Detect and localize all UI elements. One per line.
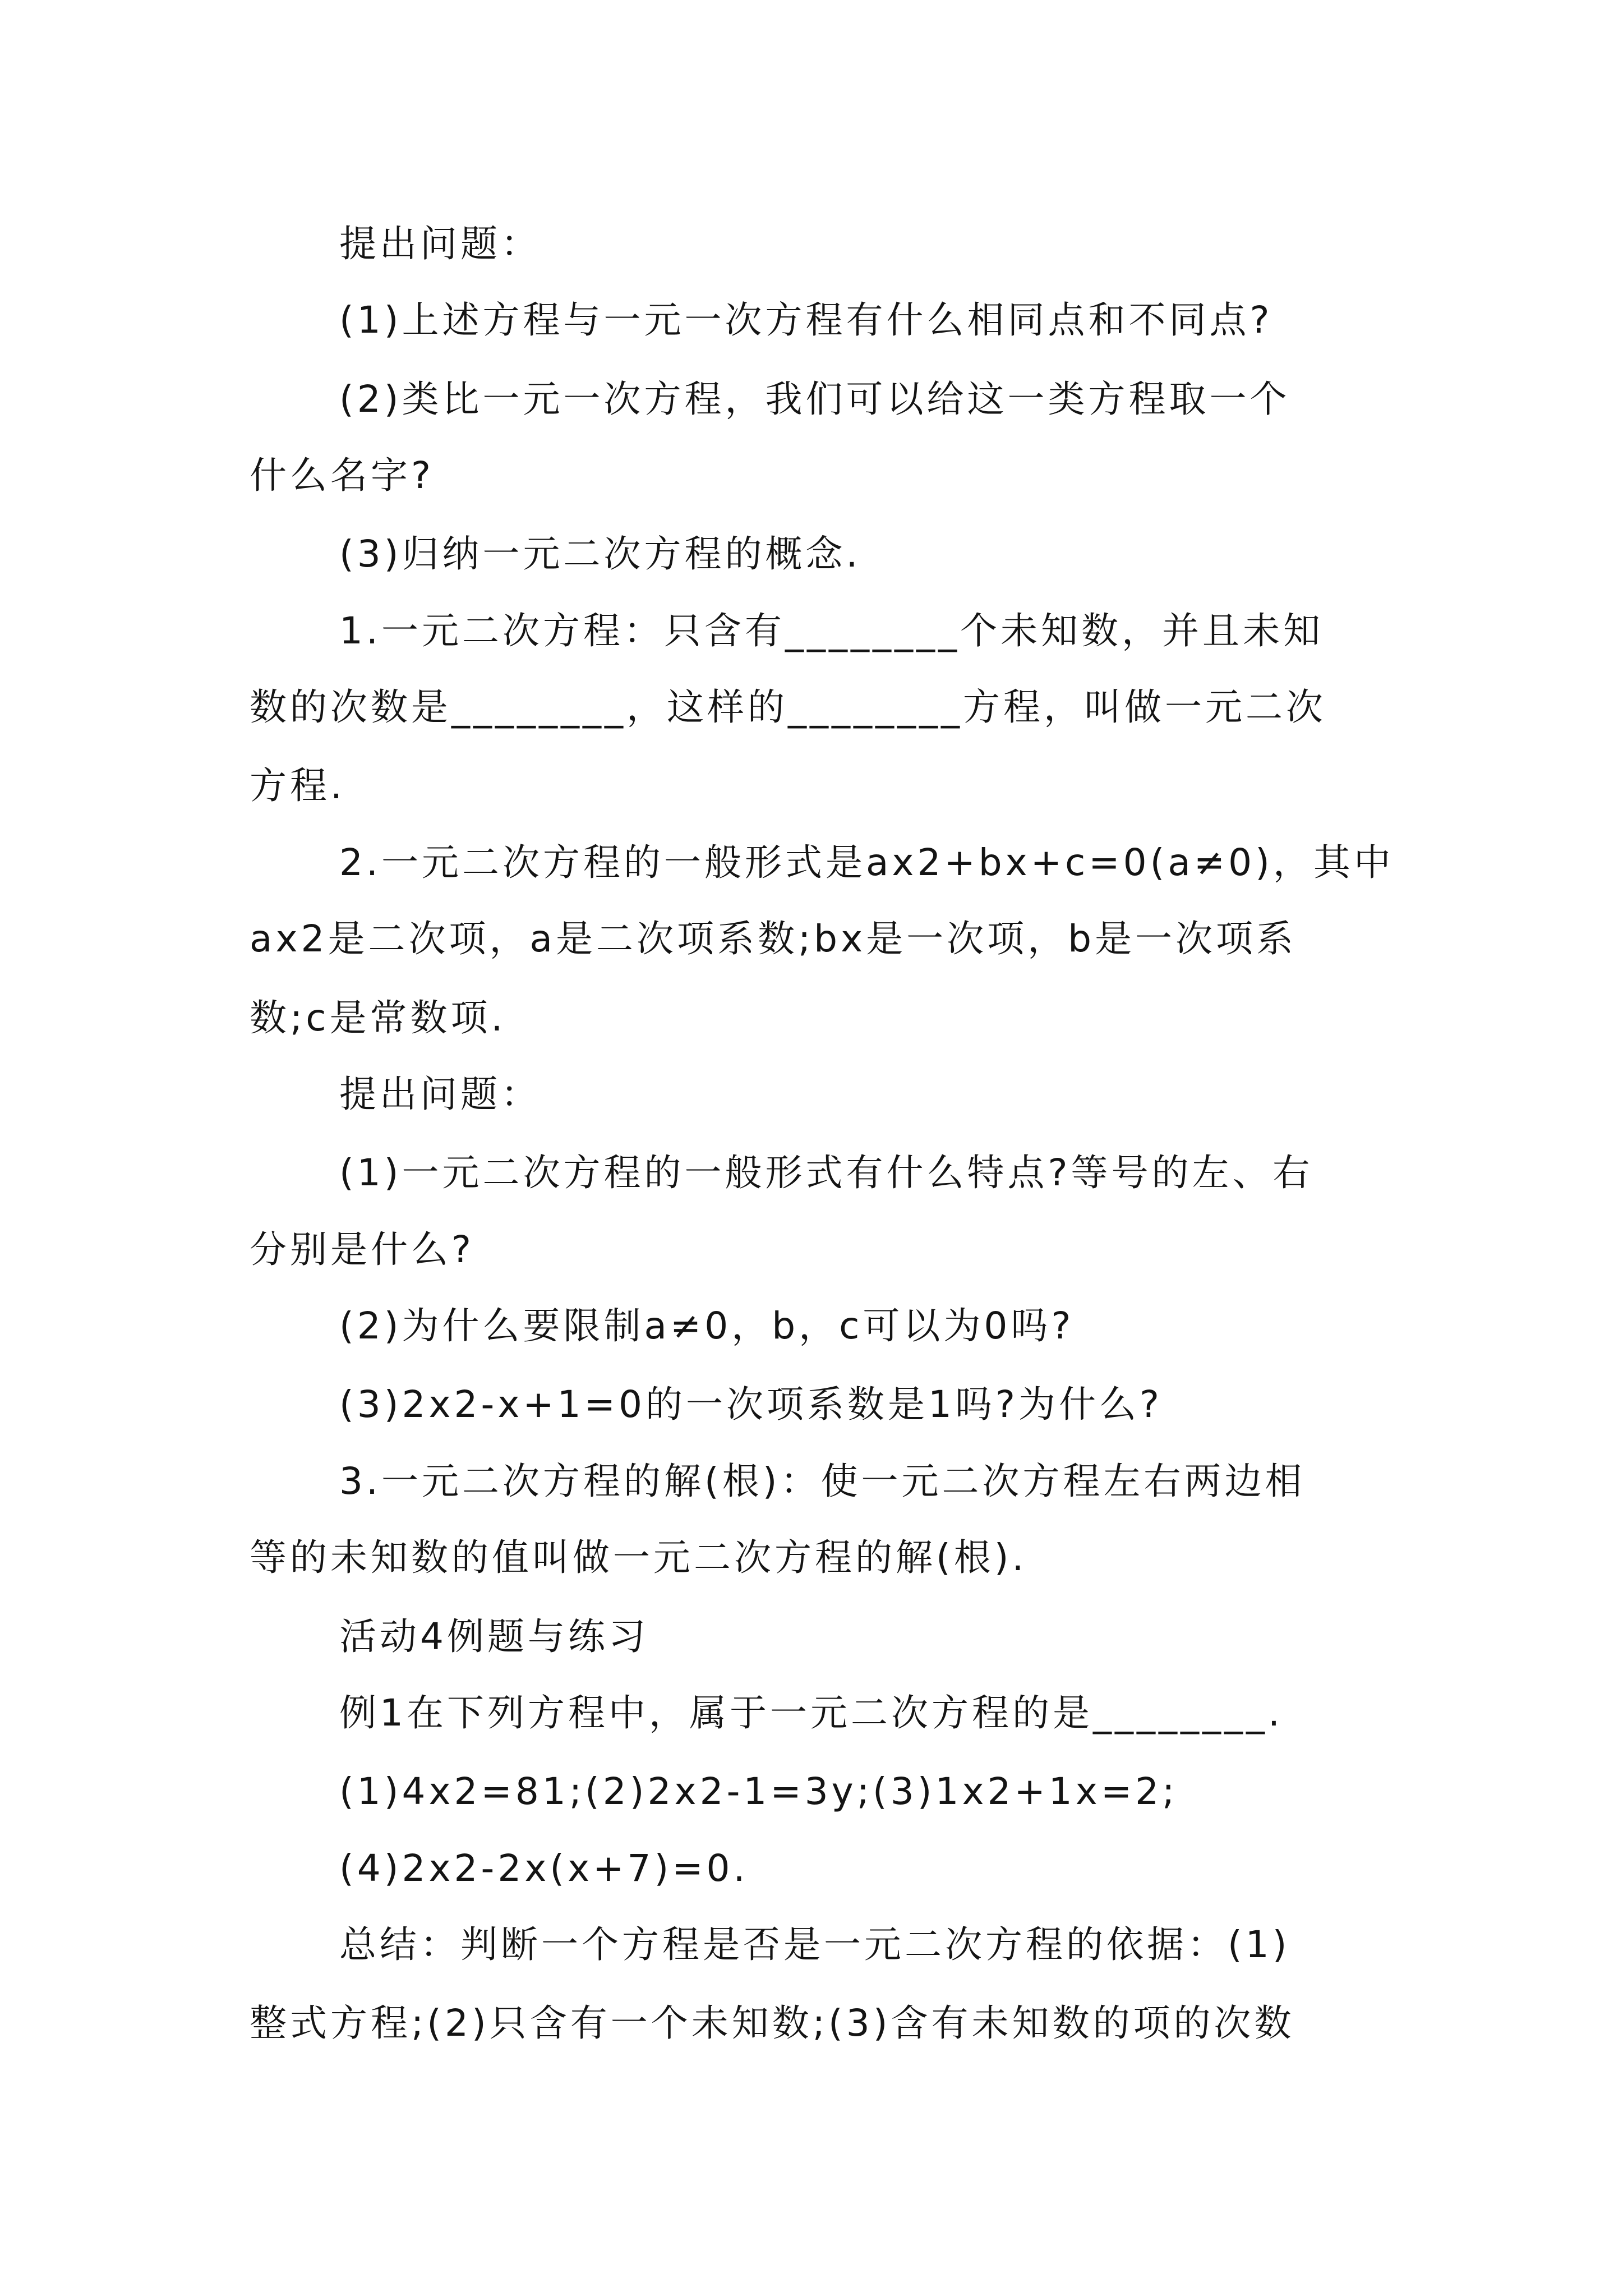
text-line-18: 等的未知数的值叫做一元二次方程的解(根). [250, 1536, 1027, 1579]
text-line-14: 分别是什么? [250, 1228, 475, 1271]
text-line-24: 整式方程;(2)只含有一个未知数;(3)含有未知数的项的次数 [250, 2001, 1295, 2045]
text-line-11: 数;c是常数项. [250, 996, 506, 1039]
text-line-13: (1)一元二次方程的一般形式有什么特点?等号的左、右 [339, 1151, 1313, 1194]
text-line-17: 3.一元二次方程的解(根)：使一元二次方程左右两边相 [339, 1460, 1306, 1503]
text-line-19: 活动4例题与练习 [339, 1615, 649, 1658]
text-line-20: 例1在下列方程中，属于一元二次方程的是________. [339, 1691, 1283, 1734]
text-line-16: (3)2x2-x+1=0的一次项系数是1吗?为什么? [339, 1383, 1163, 1426]
text-line-8: 方程. [250, 764, 345, 807]
text-line-21: (1)4x2=81;(2)2x2-1=3y;(3)1x2+1x=2; [339, 1770, 1178, 1813]
text-line-23: 总结：判断一个方程是否是一元二次方程的依据：(1) [339, 1923, 1290, 1966]
text-line-10: ax2是二次项，a是二次项系数;bx是一次项，b是一次项系 [250, 917, 1297, 960]
text-line-2: (1)上述方程与一元一次方程有什么相同点和不同点? [339, 298, 1273, 342]
text-line-22: (4)2x2-2x(x+7)=0. [339, 1847, 749, 1890]
text-line-1: 提出问题： [339, 222, 541, 265]
text-line-3: (2)类比一元一次方程，我们可以给这一类方程取一个 [339, 378, 1290, 421]
text-line-5: (3)归纳一元二次方程的概念. [339, 532, 861, 576]
text-line-12: 提出问题： [339, 1073, 541, 1116]
text-line-4: 什么名字? [250, 454, 435, 497]
text-line-7: 数的次数是________，这样的________方程，叫做一元二次 [250, 685, 1326, 729]
text-line-15: (2)为什么要限制a≠0，b，c可以为0吗? [339, 1304, 1075, 1347]
text-line-9: 2.一元二次方程的一般形式是ax2+bx+c=0(a≠0)，其中 [339, 841, 1394, 884]
text-line-6: 1.一元二次方程：只含有________个未知数，并且未知 [339, 609, 1324, 652]
